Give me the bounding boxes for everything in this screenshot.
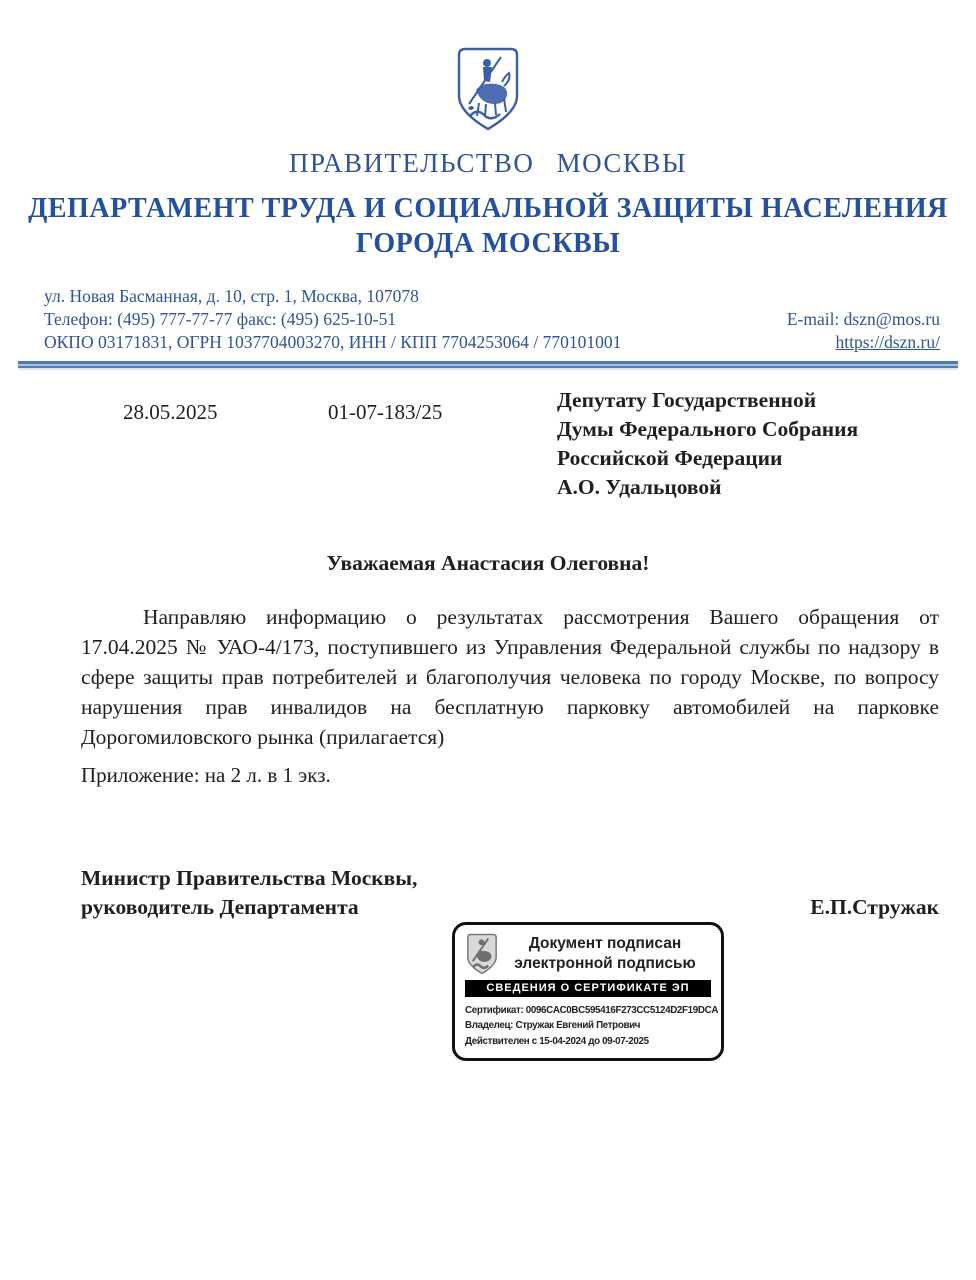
signer-position bbox=[81, 864, 417, 922]
recipient-block bbox=[557, 386, 858, 502]
salutation: Уважаемая Анастасия Олеговна! bbox=[326, 551, 650, 576]
department-title bbox=[0, 191, 976, 261]
e-signature-stamp bbox=[452, 922, 724, 1061]
contact-right bbox=[787, 308, 940, 354]
stamp-title-line2: электронной подписью bbox=[514, 955, 696, 973]
contact-block bbox=[0, 261, 976, 354]
signature-block bbox=[81, 864, 939, 922]
letter-number: 01-07-183/25 bbox=[328, 400, 443, 425]
stamp-header bbox=[465, 933, 711, 975]
signer-position-line2: руководитель Департамента bbox=[81, 895, 359, 920]
contact-email: E-mail: dszn@mos.ru bbox=[786, 309, 940, 330]
stamp-owner: Владелец: Стружак Евгений Петрович bbox=[465, 1020, 641, 1032]
stamp-certificate-bar: СВЕДЕНИЯ О СЕРТИФИКАТЕ ЭП bbox=[465, 980, 711, 997]
recipient-line1: Депутату Государственной bbox=[557, 388, 817, 413]
stamp-validity: Действителен с 15-04-2024 до 09-07-2025 bbox=[465, 1035, 649, 1047]
contact-registration: ОКПО 03171831, ОГРН 1037704003270, ИНН / КПП 7704253064 / 770101001 bbox=[44, 332, 622, 353]
contact-address: ул. Новая Басманная, д. 10, стр. 1, Москва, 107078 bbox=[44, 286, 419, 306]
stamp-certificate-number: Сертификат: 0096CAC0BC595416F273CC5124D2F19DCA bbox=[465, 1005, 719, 1017]
letterhead bbox=[0, 0, 976, 261]
contact-left bbox=[44, 285, 621, 354]
signer-name: Е.П.Стружак bbox=[810, 895, 939, 920]
contact-phone: Телефон: (495) 777-77-77 факс: (495) 625-10-51 bbox=[44, 309, 397, 330]
stamp-title bbox=[499, 934, 711, 974]
recipient-line2: Думы Федерального Собрания bbox=[557, 417, 859, 442]
department-title-line1: ДЕПАРТАМЕНТ ТРУДА И СОЦИАЛЬНОЙ ЗАЩИТЫ НАСЕЛЕНИЯ bbox=[28, 193, 948, 224]
signer-position-line1: Министр Правительства Москвы, bbox=[81, 866, 418, 891]
department-title-line2: ГОРОДА МОСКВЫ bbox=[355, 228, 621, 259]
government-title: ПРАВИТЕЛЬСТВО МОСКВЫ bbox=[288, 148, 687, 178]
body-paragraph: Направляю информацию о результатах рассмотрения Вашего обращения от 17.04.2025 № УАО-4/173, поступившего из Управления Федеральной службы по надзору в сфере защиты прав потребителей и благополучия человека по городу Москве, по вопросу нарушения прав инвалидов на бесплатную парковку автомобилей на парковке Дорогомиловского рынка (прилагается) bbox=[81, 605, 939, 750]
moscow-coat-of-arms-icon bbox=[456, 46, 520, 132]
letterhead-divider-rule bbox=[18, 361, 958, 370]
recipient-line3: Российской Федерации bbox=[557, 446, 783, 471]
stamp-coat-of-arms-icon bbox=[465, 933, 499, 975]
reference-zone bbox=[0, 370, 976, 505]
recipient-line4: А.О. Удальцовой bbox=[557, 475, 722, 500]
stamp-title-line1: Документ подписан bbox=[528, 935, 682, 953]
website-link[interactable]: https://dszn.ru/ bbox=[835, 332, 940, 353]
letter-date: 28.05.2025 bbox=[123, 400, 218, 425]
attachment-note: Приложение: на 2 л. в 1 экз. bbox=[81, 763, 331, 788]
